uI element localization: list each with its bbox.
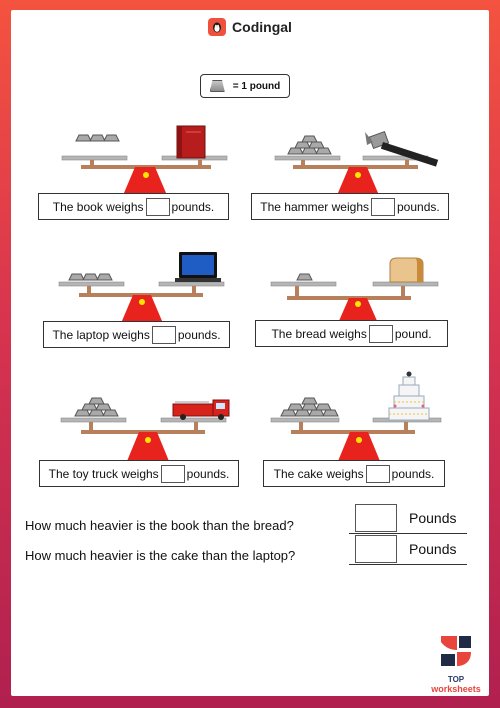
top-worksheets-logo — [427, 632, 485, 694]
worksheet — [11, 10, 489, 696]
weight-stack — [281, 398, 338, 416]
weight-icon — [210, 80, 225, 92]
label-cake: The cake weighs pounds. — [263, 460, 445, 487]
legend-text: = 1 pound — [232, 80, 281, 92]
scale-laptop — [57, 238, 237, 328]
answer-blank-hammer[interactable] — [371, 198, 395, 216]
label-truck: The toy truck weighs pounds. — [39, 460, 239, 487]
label-laptop: The laptop weighs pounds. — [43, 321, 230, 348]
answer-blank-laptop[interactable] — [152, 326, 176, 344]
answer-blank-book[interactable] — [146, 198, 170, 216]
label-hammer: The hammer weighs pounds. — [251, 193, 449, 220]
answer-box-2[interactable] — [355, 535, 397, 563]
weight-stack — [76, 135, 119, 141]
label-bread: The bread weighs pound. — [255, 320, 448, 347]
brand-header — [11, 18, 489, 36]
scale-bread — [265, 238, 445, 328]
weight-stack — [288, 136, 331, 154]
logo-top-text: TOP — [447, 675, 465, 684]
answer-blank-cake[interactable] — [366, 465, 390, 483]
answer-blank-bread[interactable] — [369, 325, 393, 343]
bread-icon — [390, 258, 423, 282]
question-2: How much heavier is the cake than the laptop? — [25, 548, 296, 563]
label-book: The book weighs pounds. — [38, 193, 229, 220]
hammer-icon — [365, 132, 438, 167]
answer-unit-2: Pounds — [409, 541, 457, 557]
scale-hammer — [263, 112, 443, 202]
brand-name: Codingal — [232, 19, 292, 35]
cake-icon — [389, 372, 429, 421]
answer-blank-truck[interactable] — [161, 465, 185, 483]
answer-line-2 — [349, 564, 467, 565]
weight-stack — [75, 398, 118, 416]
book-icon — [177, 126, 205, 158]
scale-book — [57, 112, 237, 202]
weight-stack — [69, 274, 112, 280]
weight-legend — [200, 74, 290, 98]
laptop-icon — [175, 252, 221, 282]
question-1: How much heavier is the book than the bread? — [25, 518, 294, 533]
fire-truck-icon — [173, 400, 229, 420]
scale-cake — [267, 368, 447, 468]
top-worksheets-icon — [437, 632, 475, 670]
weight-stack — [297, 274, 312, 280]
answer-line-1 — [349, 533, 467, 534]
answer-box-1[interactable] — [355, 504, 397, 532]
penguin-icon — [208, 18, 226, 36]
logo-worksheets-text: worksheets — [431, 684, 481, 694]
answer-unit-1: Pounds — [409, 510, 457, 526]
scale-truck — [57, 378, 237, 468]
